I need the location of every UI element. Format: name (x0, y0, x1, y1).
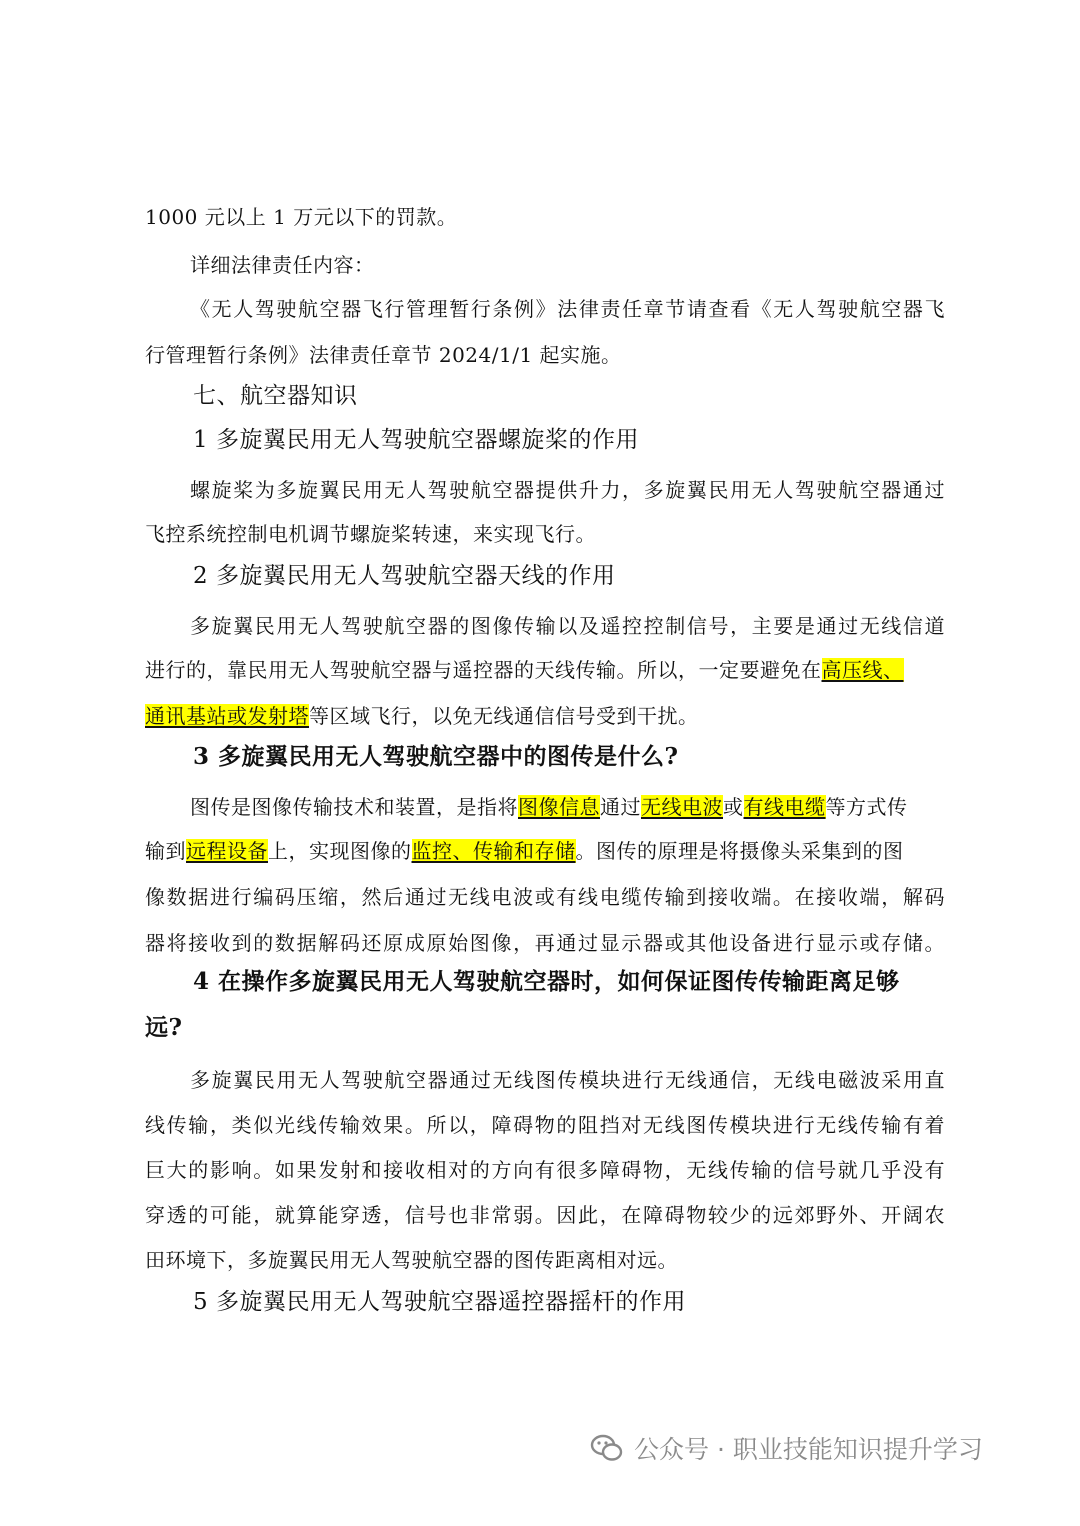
text-run: 等区域飞行，以免无线通信信号受到干扰。 (309, 704, 699, 728)
paragraph-line: 多旋翼民用无人驾驶航空器通过无线图传模块进行无线通信，无线电磁波采用直 (190, 1068, 945, 1092)
text-run: 或 (723, 795, 744, 819)
highlighted-text: 通讯基站或发射塔 (145, 704, 309, 728)
highlighted-text: 有线电缆 (743, 795, 826, 819)
text-run: 进行的，靠民用无人驾驶航空器与遥控器的天线传输。所以，一定要避免在 (145, 658, 822, 682)
highlighted-text: 图像信息 (518, 795, 600, 819)
paragraph-line: 详细法律责任内容： (190, 253, 375, 277)
text-run: 。图传的原理是将摄像头采集到的图 (575, 839, 904, 863)
question-heading: 4 在操作多旋翼民用无人驾驶航空器时，如何保证图传传输距离足够 (193, 968, 900, 995)
question-heading (193, 425, 993, 455)
paragraph-line (145, 838, 945, 864)
paragraph-line (145, 657, 945, 683)
paragraph-line (145, 703, 945, 729)
paragraph-line: 穿透的可能，就算能穿透，信号也非常弱。因此，在障碍物较少的远郊野外、开阔农 (145, 1203, 945, 1227)
text-run: 图传是图像传输技术和装置，是指将 (190, 795, 518, 819)
question-heading: 远? (145, 1014, 183, 1041)
highlighted-text: 远程设备 (186, 839, 268, 863)
highlighted-text: 高压线、 (821, 658, 904, 682)
text-run: 等方式传 (825, 795, 908, 819)
wechat-icon (590, 1433, 624, 1463)
paragraph-line: 《无人驾驶航空器飞行管理暂行条例》法律责任章节请查看《无人驾驶航空器飞 (190, 297, 945, 321)
paragraph-line: 线传输，类似光线传输效果。所以，障碍物的阻挡对无线图传模块进行无线传输有着 (145, 1113, 945, 1137)
text-run: 输到 (145, 839, 186, 863)
paragraph-line: 行管理暂行条例》法律责任章节 2024/1/1 起实施。 (145, 343, 622, 367)
paragraph-line: 器将接收到的数据解码还原成原始图像，再通过显示器或其他设备进行显示或存储。 (145, 931, 945, 955)
watermark-text: 公众号 · 职业技能知识提升学习 (634, 1435, 983, 1464)
paragraph-line: 1000 元以上 1 万元以下的罚款。 (145, 205, 458, 229)
highlighted-text: 无线电波 (641, 795, 723, 819)
section-heading: 七、航空器知识 (193, 383, 358, 409)
paragraph-line: 飞控系统控制电机调节螺旋桨转速，来实现飞行。 (145, 522, 596, 546)
paragraph-line: 巨大的影响。如果发射和接收相对的方向有很多障碍物，无线传输的信号就几乎没有 (145, 1158, 945, 1182)
paragraph-line (190, 794, 945, 820)
question-heading: 5 多旋翼民用无人驾驶航空器遥控器摇杆的作用 (193, 1289, 686, 1315)
question-heading-text: 1 多旋翼民用无人驾驶航空器螺旋桨的作用 (193, 427, 639, 453)
text-run: 通过 (600, 795, 641, 819)
question-heading: 2 多旋翼民用无人驾驶航空器天线的作用 (193, 563, 616, 589)
highlighted-text: 监控、传输和存储 (411, 839, 576, 863)
paragraph-line: 田环境下，多旋翼民用无人驾驶航空器的图传距离相对远。 (145, 1248, 678, 1272)
question-heading: 3 多旋翼民用无人驾驶航空器中的图传是什么? (193, 743, 679, 770)
watermark (590, 1428, 983, 1468)
paragraph-line: 多旋翼民用无人驾驶航空器的图像传输以及遥控控制信号，主要是通过无线信道 (190, 614, 945, 638)
paragraph-line: 螺旋桨为多旋翼民用无人驾驶航空器提供升力，多旋翼民用无人驾驶航空器通过 (190, 478, 945, 502)
paragraph-line: 像数据进行编码压缩，然后通过无线电波或有线电缆传输到接收端。在接收端，解码 (145, 885, 945, 909)
text-run: 上，实现图像的 (268, 839, 412, 863)
